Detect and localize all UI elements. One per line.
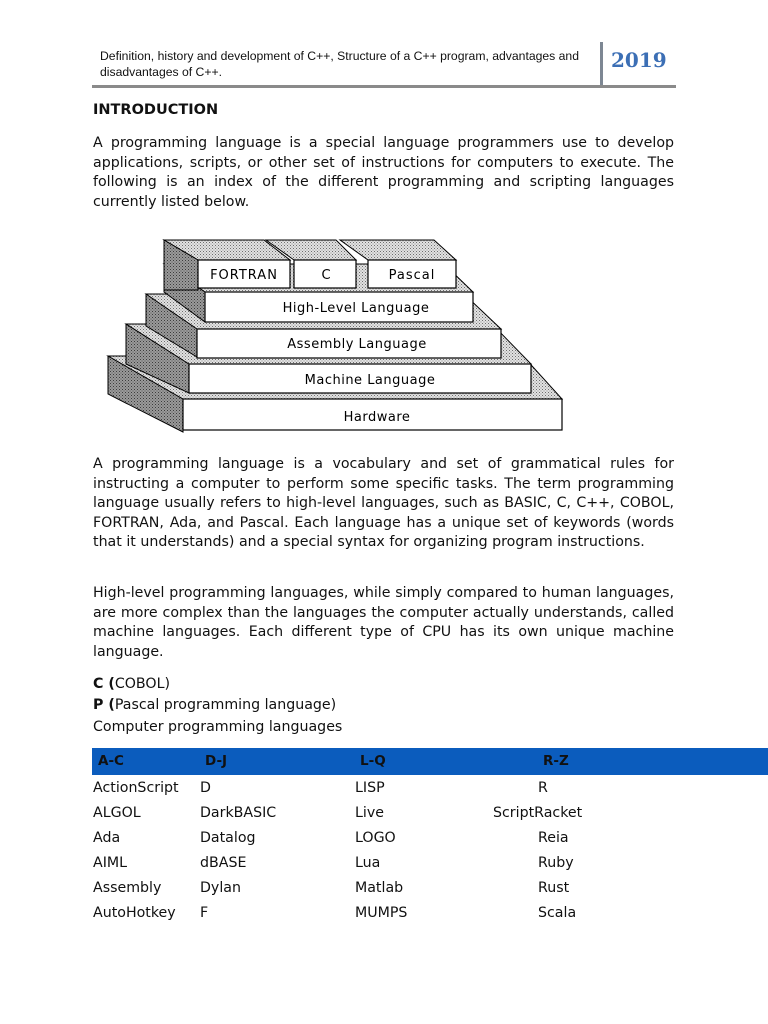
table-cell: R <box>538 780 548 796</box>
table-row <box>92 875 768 900</box>
block-pascal-label: Pascal <box>388 268 436 283</box>
key-line-c <box>93 674 170 694</box>
header-year: 2019 <box>611 48 667 72</box>
table-cell: ALGOL <box>93 805 141 821</box>
block-c-label: C <box>321 268 331 283</box>
table-header-a-c: A-C <box>98 753 124 769</box>
key-line-p <box>93 695 336 715</box>
table-cell: ActionScript <box>93 780 179 796</box>
table-cell: dBASE <box>200 855 247 871</box>
table-cell: Ada <box>93 830 121 846</box>
table-cell: Scala <box>538 905 577 921</box>
table-cell: LOGO <box>355 830 396 846</box>
table-row <box>92 825 768 850</box>
table-cell: Rust <box>538 880 570 896</box>
key-line-computer-languages <box>93 717 342 737</box>
table-header-d-j: D-J <box>205 753 228 769</box>
header-rule <box>92 85 676 88</box>
table-cell: Ruby <box>538 855 574 871</box>
table-header-r-z: R-Z <box>543 753 569 769</box>
page-header <box>92 42 676 86</box>
table-cell: Datalog <box>200 830 256 846</box>
paragraph-definition: A programming language is a vocabulary and set of grammatical rules for instructing a computer to perform some specific tasks. The term programming language usually refers to high-level languages, such as BASIC, C, C++, COBOL, FORTRAN, Ada, and Pascal. Each language has a unique set of keywords (words that it understands) and a special syntax for organizing program instructions. <box>93 456 674 551</box>
paragraph-intro: A programming language is a special language programmers use to develop applications, scripts, or other set of instructions for computers to execute. The following is an index of the different programming and scripting languages currently listed below. <box>93 135 674 210</box>
layer-high-level-language-label: High-Level Language <box>282 301 430 316</box>
section-heading: INTRODUCTION <box>93 102 219 118</box>
layer-assembly-language-label: Assembly Language <box>287 337 427 352</box>
key-line-p-bold: P ( <box>93 697 115 713</box>
block-fortran-label: FORTRAN <box>210 268 278 283</box>
table-cell: Reia <box>538 830 569 846</box>
key-line-c-bold: C ( <box>93 676 115 692</box>
table-cell: AutoHotkey <box>93 905 176 921</box>
paragraph-high-level: High-level programming languages, while simply compared to human languages, are more complex than the languages the computer actually understands, called machine languages. Each different type of CPU has its own unique machine language. <box>93 585 674 660</box>
table-cell: Dylan <box>200 880 241 896</box>
key-line-c-text: COBOL) <box>114 676 171 692</box>
table-cell: DarkBASIC <box>200 805 277 821</box>
table-header-l-q: L-Q <box>360 753 386 769</box>
table-cell: LISP <box>355 780 385 796</box>
key-line-p-text: Pascal programming language) <box>114 697 337 713</box>
table-row <box>92 800 768 825</box>
table-row <box>92 775 768 800</box>
table-cell: Matlab <box>355 880 404 896</box>
language-pyramid-diagram <box>104 236 566 434</box>
table-cell: MUMPS <box>355 905 408 921</box>
table-cell: Assembly <box>93 880 162 896</box>
table-row <box>92 900 768 925</box>
table-cell: Live <box>355 805 384 821</box>
key-line-computer-languages-text: Computer programming languages <box>93 719 343 735</box>
table-row <box>92 850 768 875</box>
table-cell: D <box>200 780 211 796</box>
header-title: Definition, history and development of C++, Structure of a C++ program, advantages and disadvantages of C++. <box>100 49 579 79</box>
block-fortran <box>164 240 290 290</box>
languages-table <box>92 748 768 925</box>
layer-hardware-label: Hardware <box>343 410 411 425</box>
table-cell: AIML <box>93 855 128 871</box>
table-cell: Lua <box>355 855 381 871</box>
table-header-row <box>92 748 768 775</box>
header-divider <box>600 42 603 86</box>
table-cell: F <box>200 905 209 921</box>
table-cell: ScriptRacket <box>493 805 583 821</box>
layer-machine-language-label: Machine Language <box>304 373 436 388</box>
